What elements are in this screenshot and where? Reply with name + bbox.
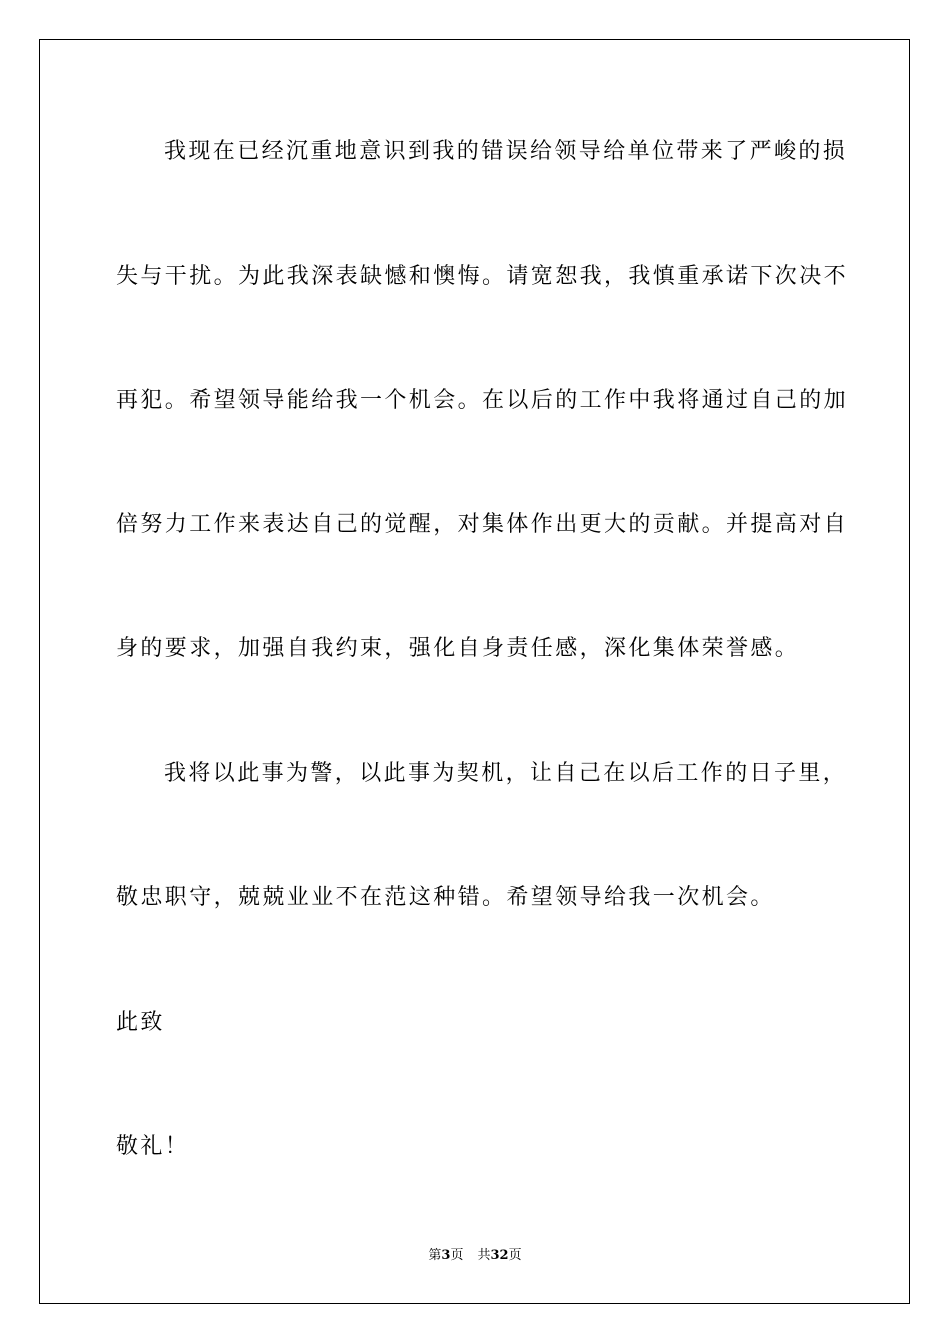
page-suffix: 页 — [450, 1248, 464, 1263]
body-line-1: 我现在已经沉重地意识到我的错误给领导给单位带来了严峻的损 — [164, 139, 848, 164]
body-line-7: 敬忠职守，兢兢业业不在范这种错。希望领导给我一次机会。 — [116, 885, 775, 910]
page-border — [39, 39, 910, 1304]
total-suffix: 页 — [508, 1248, 522, 1263]
closing-regards: 敬礼！ — [116, 1134, 190, 1159]
body-line-3: 再犯。希望领导能给我一个机会。在以后的工作中我将通过自己的加 — [116, 388, 849, 413]
body-line-2: 失与干扰。为此我深表缺憾和懊悔。请宽恕我，我慎重承诺下次决不 — [116, 264, 849, 289]
total-prefix: 共 — [477, 1248, 491, 1263]
page-footer — [0, 1247, 950, 1265]
body-line-5: 身的要求，加强自我约束，强化自身责任感，深化集体荣誉感。 — [116, 636, 800, 661]
body-line-4: 倍努力工作来表达自己的觉醒，对集体作出更大的贡献。并提高对自 — [116, 512, 849, 537]
closing-salutation: 此致 — [116, 1010, 165, 1035]
body-line-6: 我将以此事为警，以此事为契机，让自己在以后工作的日子里， — [164, 761, 848, 786]
page-number: 3 — [441, 1248, 451, 1263]
total-pages: 32 — [490, 1248, 509, 1263]
page-prefix: 第 — [428, 1248, 442, 1263]
